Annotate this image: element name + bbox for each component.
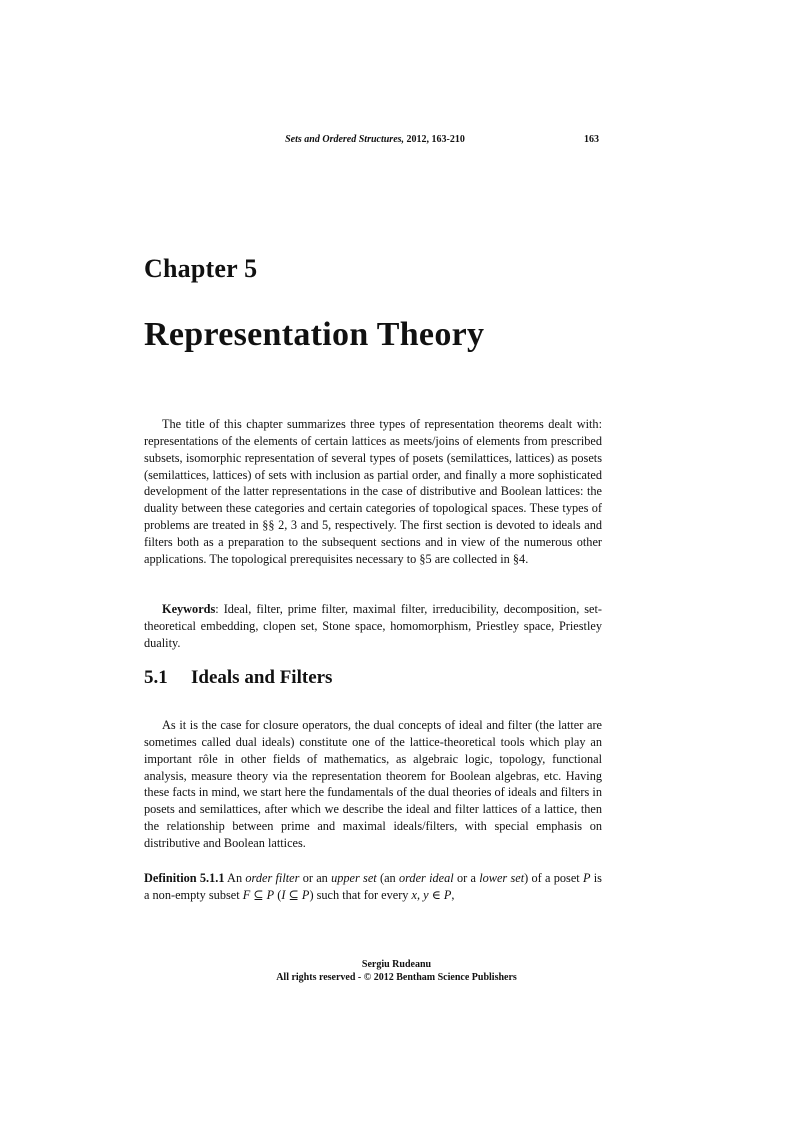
footer-author: Sergiu Rudeanu — [361, 959, 432, 970]
definition-label: Definition 5.1.1 — [144, 871, 225, 885]
term-order-ideal: order ideal — [398, 871, 454, 885]
chapter-title: Representation Theory — [144, 316, 485, 353]
section-title: Ideals and Filters — [191, 667, 333, 688]
running-head — [0, 133, 793, 147]
keywords-list: : Ideal, filter, prime filter, maximal filter, irreducibility, decomposition, set-theoretical embedding, clopen set, Stone space, homomorphism, Priestley space, Priestley duality. — [144, 602, 602, 650]
abstract-paragraph: The title of this chapter summarizes three types of representation theorems dealt with: representations of the elements of certain lattices as meets/joins of elements from prescribed subsets, isomorphic representation of several types of posets (semilattices, lattices) as posets (semilattices, lattices) of sets with inclusion as partial order, and finally a more sophisticated development of the latter representations in the case of distributive and Boolean lattices: the duality between these categories and certain categories of topological spaces. These types of problems are treated in §§ 2, 3 and 5, respectively. The first section is devoted to ideals and filters both as a preparation to the subsequent sections and in view of the numerous other applications. The topological prerequisites necessary to §5 are collected in §4. — [144, 417, 602, 566]
definition-paragraph: Definition 5.1.1 An order filter or an upper set (an order ideal or a lower set) of a poset P is a non-empty subset F ⊆ P (I ⊆ P) such that for every x, y ∈ P, — [144, 871, 602, 902]
page-number: 163 — [584, 134, 599, 145]
section-number: 5.1 — [144, 667, 168, 688]
section-heading — [144, 666, 332, 690]
keywords-paragraph — [144, 601, 602, 652]
term-upper-set: upper set — [331, 871, 377, 885]
chapter-label: Chapter 5 — [144, 254, 258, 283]
keywords-label: Keywords — [162, 602, 216, 616]
term-order-filter: order filter — [245, 871, 300, 885]
footer-copyright: All rights reserved - © 2012 Bentham Science Publishers — [276, 972, 517, 983]
term-lower-set: lower set — [479, 871, 525, 885]
section-intro-paragraph: As it is the case for closure operators, the dual concepts of ideal and filter (the latter are sometimes called dual ideals) constitute one of the lattice-theoretical tools which play an important rôle in other fields of mathematics, as algebraic logic, topology, functional analysis, measure theory via the representation theorem for Boolean algebras, etc. Having these facts in mind, we start here the fundamentals of the dual theories of ideals and filters in posets and semilattices, after which we describe the ideal and filter lattices of a lattice, then the relationship between prime and maximal ideals/filters, with special emphasis on distributive and Boolean lattices. — [144, 718, 602, 850]
journal-citation: Sets and Ordered Structures, 2012, 163-210 — [285, 134, 465, 145]
